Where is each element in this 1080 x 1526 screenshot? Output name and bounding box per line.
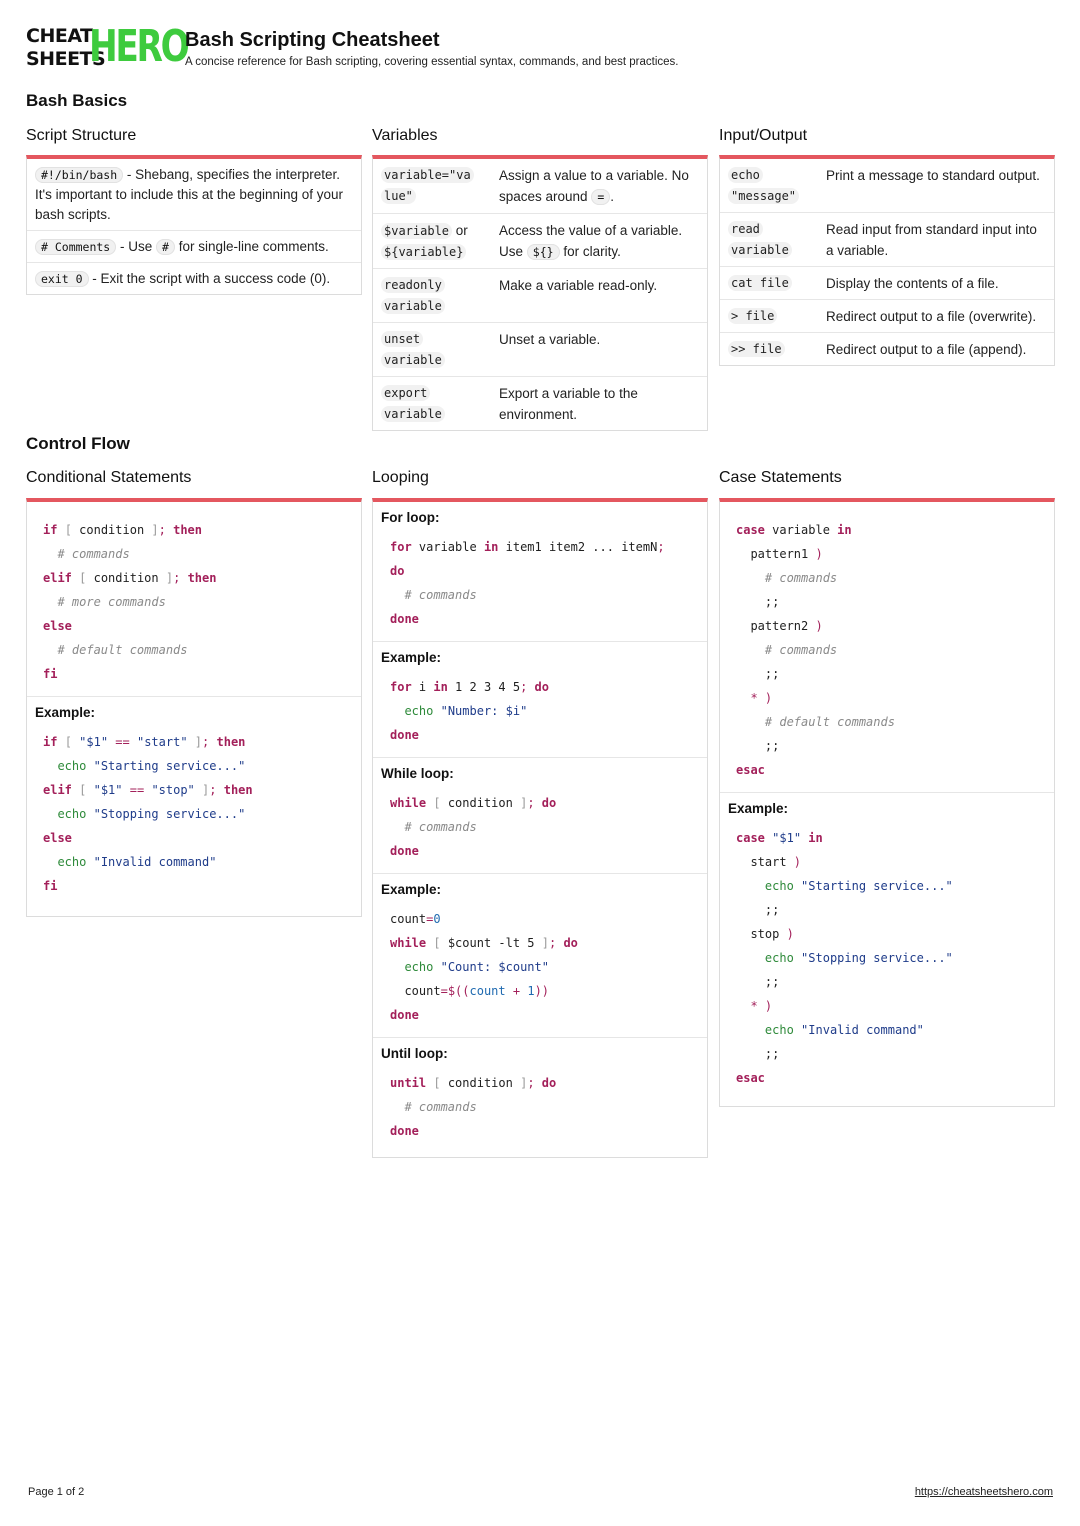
table-row: [373, 269, 707, 323]
block-label: While loop:: [381, 766, 454, 781]
desc-text: for clarity.: [559, 244, 621, 259]
inline-code: ${}: [527, 244, 560, 260]
code-section: [373, 642, 707, 758]
desc-text: .: [610, 189, 615, 204]
row-key: [728, 165, 826, 207]
code-block: for i in 1 2 3 4 5; do echo "Number: $i" done: [390, 680, 549, 742]
card-title-io: Input/Output: [719, 127, 808, 144]
desc-text: Assign a value to a variable. No spaces around: [499, 168, 689, 204]
key-part: read: [728, 221, 763, 237]
page-subtitle: A concise reference for Bash scripting, covering essential syntax, commands, and best practices.: [185, 56, 679, 68]
key-part: ${variable}: [381, 244, 466, 260]
code-section: [720, 793, 1054, 1106]
logo-line2: SHEETS: [26, 48, 106, 70]
inline-code: #: [156, 239, 175, 255]
row-key: [381, 165, 499, 208]
row-extra: It's important to include this at the beginning of your bash scripts.: [35, 187, 344, 222]
card-title-script-structure: Script Structure: [26, 127, 137, 144]
key-part: echo: [728, 167, 763, 183]
row-key: [381, 220, 499, 263]
script-structure-card: [26, 155, 362, 295]
inline-code: #!/bin/bash: [35, 167, 123, 183]
row-desc: Print a message to standard output.: [826, 168, 1040, 183]
key-part: cat file: [728, 275, 792, 291]
card-title-variables: Variables: [372, 127, 438, 144]
page-header: [26, 21, 679, 72]
key-part: variable: [381, 406, 445, 422]
row-text: for single-line comments.: [174, 239, 329, 254]
code-section: [27, 502, 361, 697]
row-text: - Exit the script with a success code (0).: [88, 271, 331, 286]
row-key: [728, 219, 826, 261]
key-part: variable="va: [381, 167, 474, 183]
row-key: [381, 383, 499, 425]
key-part: $variable: [381, 223, 452, 239]
code-section: [373, 758, 707, 874]
key-part: > file: [728, 308, 777, 324]
list-item: [27, 159, 361, 231]
row-desc: Unset a variable.: [499, 332, 601, 347]
row-desc: [499, 220, 699, 263]
row-key: [728, 339, 826, 360]
inline-code: exit 0: [35, 271, 89, 287]
code-block: if [ condition ]; then # commands elif [ condition ]; then # more commands else # default commands fi: [43, 523, 217, 681]
inline-code: # Comments: [35, 239, 116, 255]
row-key: [381, 275, 499, 317]
page-number: Page 1 of 2: [28, 1486, 85, 1498]
section-title-basics: Bash Basics: [26, 91, 128, 110]
page-title: Bash Scripting Cheatsheet: [185, 29, 440, 51]
card-title-case: Case Statements: [719, 469, 842, 486]
variables-card: [372, 155, 708, 431]
key-part: unset: [381, 331, 423, 347]
table-row: [373, 377, 707, 430]
code-block: while [ condition ]; do # commands done: [390, 796, 557, 858]
row-key: [728, 306, 826, 327]
row-desc: Make a variable read-only.: [499, 278, 658, 293]
block-label: Example:: [35, 705, 96, 720]
code-section: [373, 874, 707, 1038]
table-row: [373, 214, 707, 269]
key-part: variable: [728, 242, 792, 258]
code-block: for variable in item1 item2 ... itemN; do # commands done: [390, 540, 665, 626]
row-text: - Use: [116, 239, 157, 254]
list-item: [27, 231, 361, 263]
key-part: or: [452, 223, 468, 238]
conditional-card: [26, 498, 362, 917]
card-title-conditional: Conditional Statements: [26, 469, 192, 486]
code-section: [373, 502, 707, 642]
code-section: [720, 502, 1054, 793]
key-part: >> file: [728, 341, 785, 357]
block-label: Example:: [381, 882, 442, 897]
io-card: [719, 155, 1055, 366]
row-key: [728, 273, 826, 294]
block-label: Until loop:: [381, 1046, 448, 1061]
code-block: count=0 while [ $count -lt 5 ]; do echo "Count: $count" count=$((count + 1)) done: [390, 912, 578, 1022]
table-row: [373, 159, 707, 214]
list-item: [27, 263, 361, 294]
table-row: [720, 333, 1054, 365]
key-part: export: [381, 385, 430, 401]
inline-code: =: [591, 189, 610, 205]
looping-card: [372, 498, 708, 1158]
key-part: readonly: [381, 277, 445, 293]
key-part: "message": [728, 188, 799, 204]
code-section: [373, 1038, 707, 1157]
code-block: case variable in pattern1 ) # commands ;; pattern2 ) # commands ;; * ) # default commands ;; esac: [736, 523, 895, 777]
table-row: [720, 159, 1054, 213]
row-desc: Read input from standard input into a variable.: [826, 222, 1037, 258]
code-block: if [ "$1" == "start" ]; then echo "Starting service..." elif [ "$1" == "stop" ]; then echo "Stopping service..." else echo "Invalid command" fi: [43, 735, 253, 893]
table-row: [720, 213, 1054, 267]
row-desc: Export a variable to the environment.: [499, 386, 638, 422]
row-desc: Display the contents of a file.: [826, 276, 999, 291]
table-row: [720, 267, 1054, 300]
case-card: [719, 498, 1055, 1107]
key-part: variable: [381, 298, 445, 314]
block-label: Example:: [381, 650, 442, 665]
code-block: until [ condition ]; do # commands done: [390, 1076, 557, 1138]
cheatsheetshero-logo[interactable]: [26, 21, 188, 72]
logo-line1: CHEAT: [26, 25, 93, 47]
section-title-control: Control Flow: [26, 434, 130, 453]
row-desc: [499, 165, 699, 208]
desc-text: Access the value of a variable. Use: [499, 223, 683, 259]
card-title-looping: Looping: [372, 469, 429, 486]
footer-link[interactable]: https://cheatsheetshero.com: [914, 1486, 1053, 1498]
table-row: [720, 300, 1054, 333]
row-text: - Shebang, specifies the interpreter.: [123, 167, 341, 182]
row-key: [381, 329, 499, 371]
code-section: [27, 697, 361, 916]
block-label: For loop:: [381, 510, 440, 525]
logo-accent: HERO: [89, 21, 188, 72]
table-row: [373, 323, 707, 377]
row-desc: Redirect output to a file (append).: [826, 342, 1027, 357]
row-desc: Redirect output to a file (overwrite).: [826, 309, 1037, 324]
code-block: case "$1" in start ) echo "Starting service..." ;; stop ) echo "Stopping service..." ;; * ) echo "Invalid command" ;; esac: [736, 831, 953, 1085]
block-label: Example:: [728, 801, 789, 816]
title-block: [185, 28, 885, 68]
key-part: lue": [381, 188, 416, 204]
key-part: variable: [381, 352, 445, 368]
